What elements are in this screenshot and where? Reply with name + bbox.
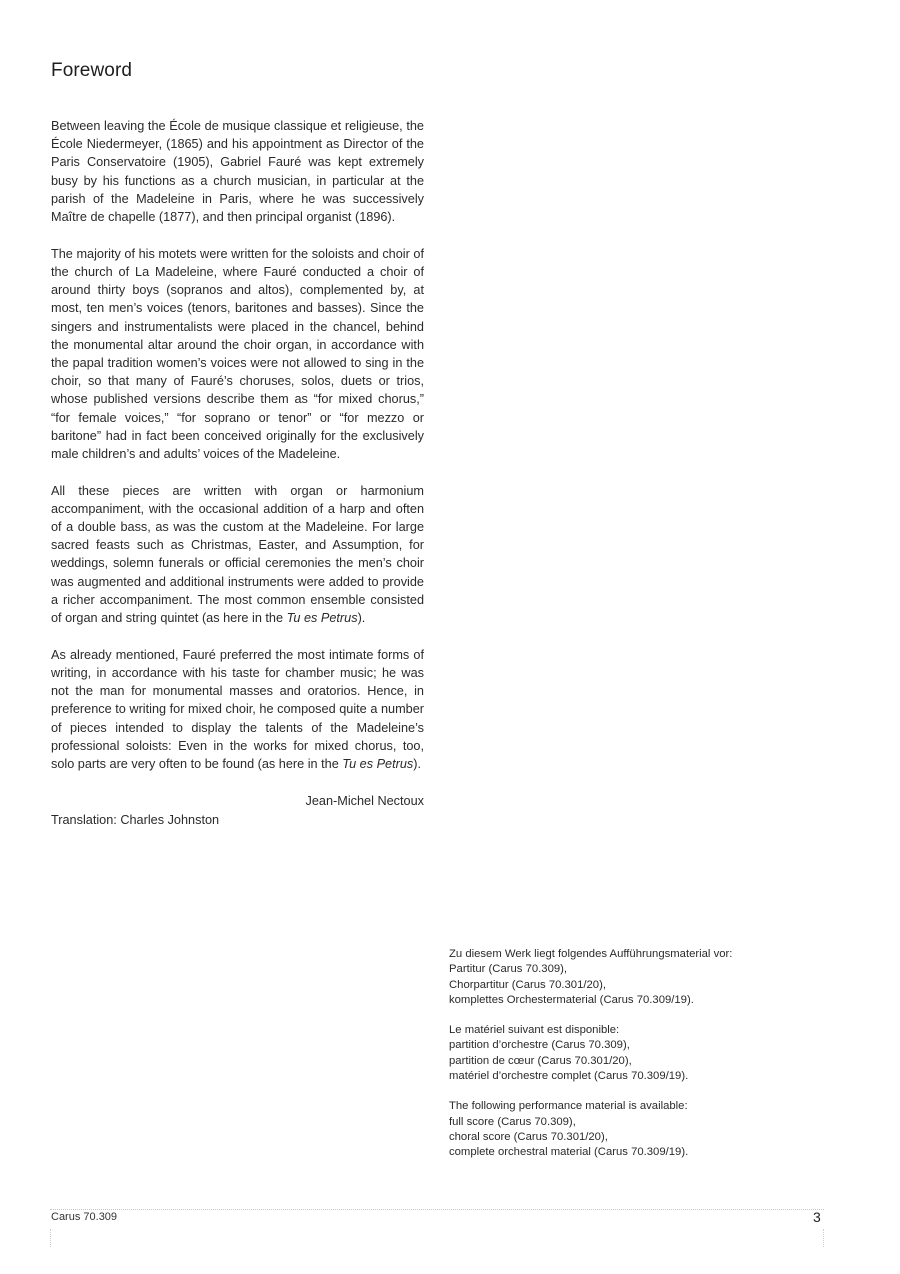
author-signature: Jean-Michel Nectoux bbox=[305, 793, 424, 808]
translator-credit: Translation: Charles Johnston bbox=[51, 812, 220, 827]
material-item: complete orchestral material (Carus 70.309/19). bbox=[449, 1146, 689, 1159]
page-title: Foreword bbox=[51, 60, 133, 81]
paragraph-3-text: All these pieces are written with organ or harmonium accompaniment, with the occasional addition of a harp and often of a double bass, as was the custom at the Madeleine. For large sacred feasts such as Christmas, Easter, and Assumption, for weddings, solemn funerals or official ceremonies the men’s choir was augmented and additional instruments were added to provide a richer accompaniment. The most common ensemble consisted of organ and string quintet (as here in the bbox=[51, 483, 424, 626]
foreword-body bbox=[51, 117, 424, 829]
material-item: full score (Carus 70.309), bbox=[449, 1115, 576, 1128]
work-title: Tu es Petrus bbox=[342, 757, 414, 771]
page-number: 3 bbox=[813, 1209, 821, 1225]
footer-crop-mark-left bbox=[50, 1229, 51, 1247]
work-title: Tu es Petrus bbox=[286, 611, 358, 626]
material-item: Partitur (Carus 70.309), bbox=[449, 963, 568, 976]
material-item: partition de cœur (Carus 70.301/20), bbox=[449, 1054, 632, 1067]
material-item: choral score (Carus 70.301/20), bbox=[449, 1130, 608, 1143]
material-item: partition d’orchestre (Carus 70.309), bbox=[449, 1039, 630, 1052]
paragraph-3-end: ). bbox=[357, 611, 366, 626]
performance-material-notice bbox=[449, 947, 829, 1176]
material-german bbox=[449, 947, 829, 1008]
paragraph-4-end: ). bbox=[413, 757, 422, 771]
footer-divider bbox=[50, 1209, 824, 1210]
footer-catalog-ref: Carus 70.309 bbox=[51, 1211, 118, 1223]
material-item: komplettes Orchestermaterial (Carus 70.309/19). bbox=[449, 993, 694, 1006]
paragraph-2: The majority of his motets were written for the soloists and choir of the church of La Madeleine, where Fauré conducted a choir of around thirty boys (sopranos and altos), complemented by, at most, ten men’s voices (tenors, baritones and basses). Since the singers and instrumentalists were placed in the chancel, behind the monumental altar around the choir organ, in accordance with the papal tradition women’s voices were not allowed to sing in the choir, so that many of Fauré’s choruses, solos, duets or trios, whose published versions describe them as “for mixed chorus,” “for female voices,” “for soprano or tenor” or “for mezzo or baritone” had in fact been conceived originally for the exclusively male children’s and adults’ voices of the Madeleine. bbox=[51, 246, 424, 461]
footer-crop-mark-right bbox=[823, 1229, 824, 1247]
paragraph-3 bbox=[51, 482, 424, 628]
material-french bbox=[449, 1023, 829, 1084]
paragraph-4 bbox=[51, 646, 424, 773]
paragraph-4-text: As already mentioned, Fauré preferred the most intimate forms of writing, in accordance with his taste for chamber music; he was not the man for monumental masses and oratorios. Hence, in preference to writing for mixed choir, he composed quite a number of pieces intended to display the talents of the Madeleine’s professional soloists: Even in the works for mixed chorus, too, solo parts are very often to be found (as here in the bbox=[51, 647, 424, 771]
material-heading: The following performance material is available: bbox=[449, 1100, 688, 1113]
material-english bbox=[449, 1099, 829, 1160]
material-item: Chorpartitur (Carus 70.301/20), bbox=[449, 978, 606, 991]
material-item: matériel d’orchestre complet (Carus 70.309/19). bbox=[449, 1070, 689, 1083]
paragraph-1: Between leaving the École de musique classique et religieuse, the École Niedermeyer, (1865) and his appointment as Director of the Paris Conservatoire (1905), Gabriel Fauré was kept extremely busy by his functions as a church musician, in particular at the parish of the Madeleine in Paris, where he was successively Maître de chapelle (1877), and then principal organist (1896). bbox=[51, 119, 424, 225]
material-heading: Le matériel suivant est disponible: bbox=[449, 1024, 620, 1037]
material-heading: Zu diesem Werk liegt folgendes Aufführungsmaterial vor: bbox=[449, 948, 733, 960]
